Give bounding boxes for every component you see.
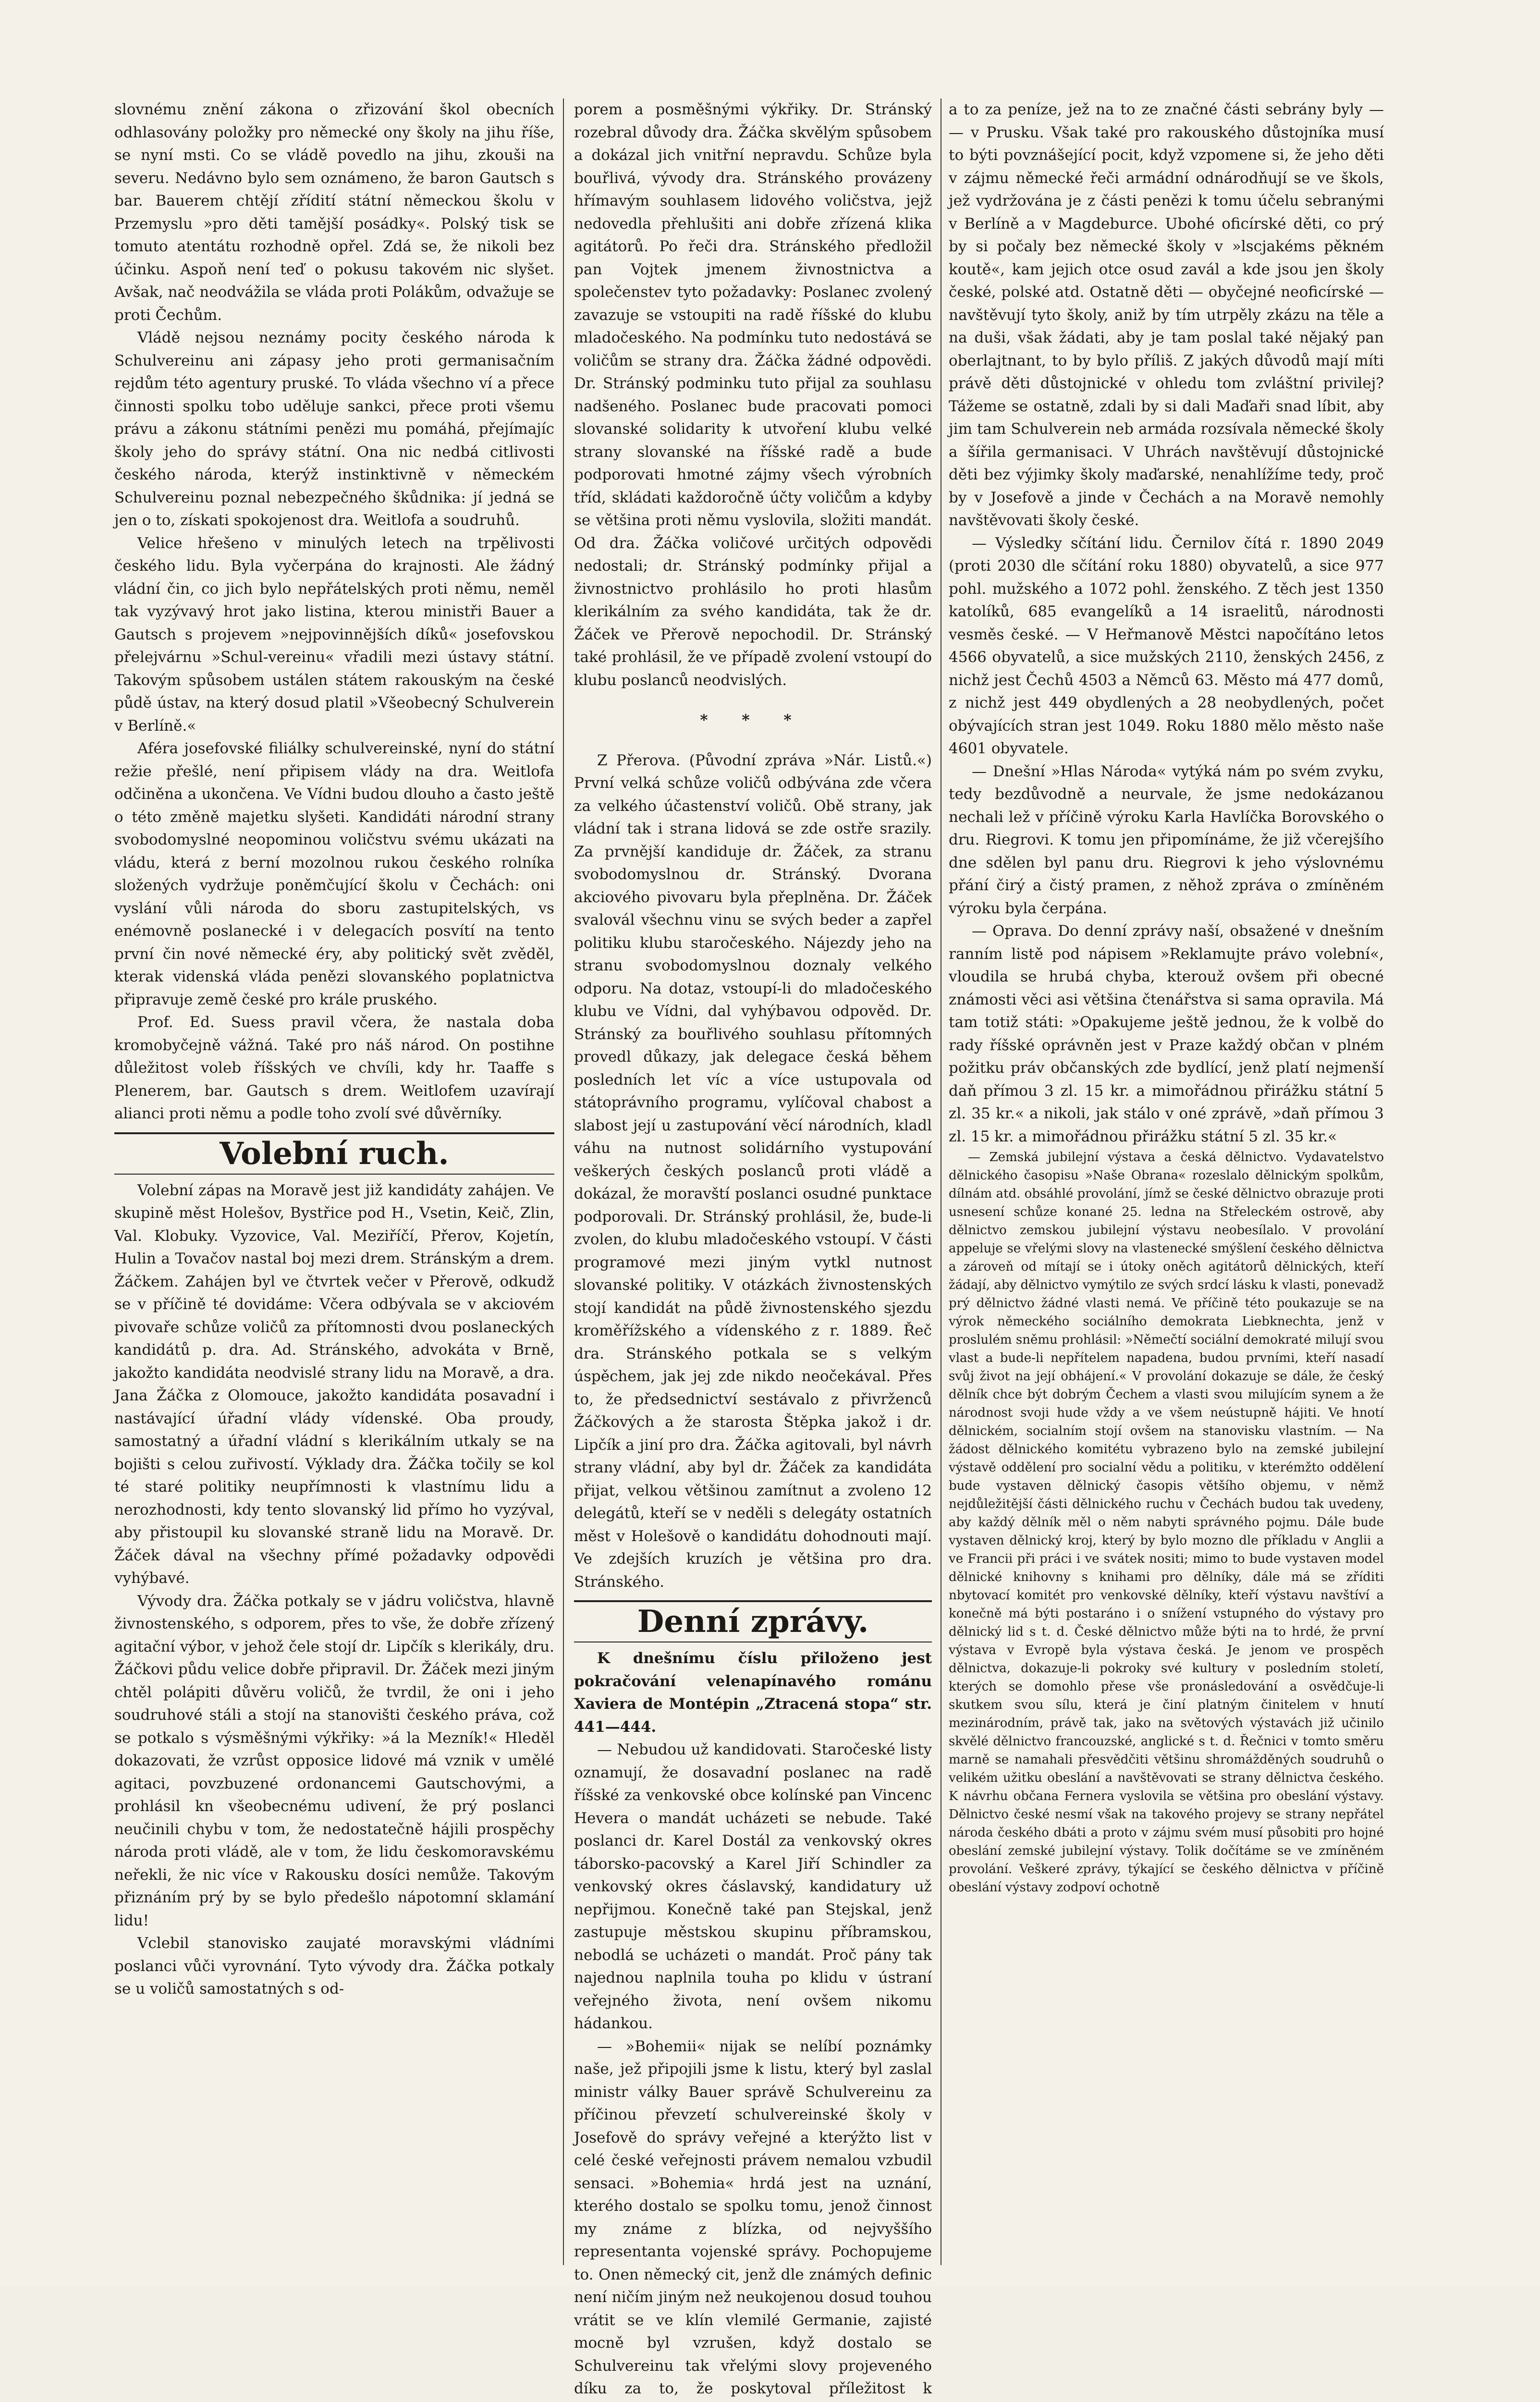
section-heading-volebni-ruch: Volební ruch. bbox=[114, 1132, 554, 1175]
paragraph: K dnešnímu číslu přiloženo jest pokračování velenapínavého románu Xaviera de Montépin „Ztracená stopa“ str. 441—444. bbox=[574, 1647, 932, 1739]
column-rule bbox=[563, 98, 564, 2265]
paragraph: — Zemská jubilejní výstava a česká dělnictvo. Vydavatelstvo dělnického časopisu »Naše Obrana« rozeslalo dělnickým spolkům, dílnám atd. obsáhlé provolání, jímž se české dělnictvo obrazuje proti usnesení schůze konané 25. ledna na Střeleckém ostrově, aby dělnictvo zemskou jubilejní výstavu neobesílalo. V provolání appeluje se vřelými slovy na vlastenecké smýšlení českého dělnictva a zároveň od mítají se i útoky oněch agitátorů dělnických, kteří žádají, aby dělnictvo vymýtilo ze svých srdcí lásku k vlasti, ponevadž prý dělnictvo žádné vlasti nemá. Ve příčině této poukazuje se na výrok německého sociálního demokrata Liebknechta, jenž v proslulém sněmu prohlásil: »Němečtí sociální demokraté milují svou vlast a bude-li nepřítelem napadena, budou prvními, kteří nasadí svůj život na její obhájení.« V provolání dokazuje se dále, že český dělník chce být dobrým Čechem a vlasti svou milujícím synem a že národnost svoji hude vždy a ve všem neústupně hájiti. Ve hnotí dělnickém, socialním stojí ovšem na stanovisku vlastním. — Na žádost dělnického komitétu vybrazeno bylo na zemské jubilejní výstavě oddělení pro socialní vědu a politiku, v kterémžto oddělení bude vystaven dělnický časopis většího objemu, v němž nejdůležitější části dělnického ruchu v Čechách budou tak uvedeny, aby každý dělník měl o něm nabyti správného pojmu. Dále bude vystaven dělnický kroj, který by bylo mozno dle příkladu v Anglii a ve Francii při práci i ve svátek nositi; mimo to bude vystaven model dělnické knihovny s knihami pro dělníky, dále má se zříditi nbytovací komitét pro venkovské dělníky, kteří výstavu navštíví a konečně má býti postaráno i o snížení vstupného do výstavy pro dělnický lid s t. d. České dělnictvo může býti na to hrdé, že první výstava v Evropě byla výstava česká. Je jenom ve prospěch dělnictva, dokazuje-li pokroky své kultury v posledním století, kterých se domohlo přese vše pronásledování a osvědčuje-li skutkem svou sílu, která je činí platným činitelem v hnutí mezinárodním, právě tak, jako na světových výstavách již učinilo skvělé dělnictvo francouzské, anglické s t. d. Řečnici v tomto směru marně se namahali přesvědčiti většinu shromážděných soudruhů o velikém užitku obeslání a navštěvovati se strany dělnictva českého. K návrhu občana Fernera vyslovila se většina pro obeslání výstavy. Dělnictvo české nesmí však na takového projevy se strany nepřátel národa českého dbáti a proto v zájmu svém musí působiti pro hojné obeslání zemské jubilejní výstavy. Tolik dočítáme se ve zmíněném provolání. Veškeré zprávy, týkající se českého dělnictva v příčině obeslání výstavy zodpoví ochotně bbox=[949, 1148, 1384, 1897]
paragraph: Vývody dra. Žáčka potkaly se v jádru voličstva, hlavně živnostenského, s odporem, přes to vše, že dobře zřízený agitační výbor, v jehož čele stojí dr. Lipčík s klerikály, dru. Žáčkovi půdu velice dobře připravil. Dr. Žáček mezi jiným chtěl polápiti důvěru voličů, že tvrdil, že oni i jeho soudruhové stáli a stojí na stanovišti českého práva, což se potkalo s výsměšnými výkřiky: »á la Mezník!« Hleděl dokazovati, že vzrůst opposice lidové má vznik v umělé agitaci, povzbuzené ordonancemi Gautschovými, a prohlásil kn všeobecnému udivení, že prý poslanci neučinili chybu v tom, že nedostatečně hájili prospěchy národa proti vládě, ale v tom, že lidu českomoravskému neřekli, že nic více v Rakousku dosíci nemůže. Takovým přiznáním prý by se bylo předešlo nápotomní sklamání lidu! bbox=[114, 1590, 554, 1933]
paragraph: Z Přerova. (Původní zpráva »Nár. Listů.«) První velká schůze voličů odbývána zde včera za velkého účastenství voličů. Obě strany, jak vládní tak i strana lidová se zde ostře srazily. Za prvnější kandiduje dr. Žáček, za stranu svobodomyslnou dr. Stránský. Dvorana akciového pivovaru byla přeplněna. Dr. Žáček svalovál všechnu vinu se svých beder a zapřel politiku klubu staročeského. Nájezdy jeho na stranu svobodomyslnou doznaly velkého odporu. Na dotaz, vstoupí-li do mladočeského klubu ve Vídni, dal vyhýbavou odpověd. Dr. Stránský za bouřlivého souhlasu přítomných provedl důkazy, jak delegace česká během posledních let víc a více ustupovala od státoprávního programu, vylíčoval chabost a slabost její u zastupování věcí národních, kladl váhu na nutnost solidárního vystupování veškerých českých poslanců proti vládě a dokázal, že moravští poslanci osudné punktace podporovali. Dr. Stránský prohlásil, že, bude-li zvolen, do klubu mladočeského vstoupí. V části programové mezi jiným vytkl nutnost slovanské politiky. V otázkách živnostenských stojí kandidát na půdě živnostenského sjezdu kroměřížského a vídenského z r. 1889. Řeč dra. Stránského potkala se s velkým úspěchem, jak jej zde nikdo neočekával. Přes to, že předsednictví sestávalo z přivrženců Žáčkových a že starosta Štěpka jakož i dr. Lipčík a jiní pro dra. Žáčka agitovali, byl návrh strany vládní, aby byl dr. Žáček za kandidáta přijat, velkou většinou zamítnut a zvoleno 12 delegátů, kteří se v neděli s delegáty ostatních měst v Holešově o kandidátu dohodnouti mají. Ve zdejších kruzích je většina pro dra. Stránského. bbox=[574, 749, 932, 1594]
paragraph: Velice hřešeno v minulých letech na trpělivosti českého lidu. Byla vyčerpána do krajnosti. Ale žádný vládní čin, co jich bylo nepřátelských proti němu, neměl tak vyzývavý hrot jako listina, kterou ministři Bauer a Gautsch s projevem »nejpovinnějších díků« josefovskou přelejvárnu »Schul-vereinu« vřadili mezi ústavy státní. Takovým spůsobem ustálen státem rakouským na české půdě ústav, na který dosud platil »Všeobecný Schulverein v Berlíně.« bbox=[114, 532, 554, 738]
paragraph: Prof. Ed. Suess pravil včera, že nastala doba kromobyčejně vážná. Také pro náš národ. On postihne důležitost voleb říšských ve chvíli, kdy hr. Taaffe s Plenerem, bar. Gautsch s drem. Weitlofem uzavírají alianci proti němu a podle toho zvolí své důvěrníky. bbox=[114, 1011, 554, 1126]
paragraph: porem a posměšnými výkřiky. Dr. Stránský rozebral důvody dra. Žáčka skvělým spůsobem a dokázal jich vnitřní nepravdu. Schůze byla bouřlivá, vývody dra. Stránského provázeny hřímavým souhlasem lidového voličstva, jejž nedovedla přehlušiti ani dobře zřízená klika agitátorů. Po řeči dra. Stránského předložil pan Vojtek jmenem živnostnictva a společenstev tyto požadavky: Poslanec zvolený zavazuje se vstoupiti na radě říšské do klubu mladočeského. Na podmínku tuto nedostává se voličům se strany dra. Žáčka žádné odpovědi. Dr. Stránský podminku tuto přijal za souhlasu nadšeného. Poslanec bude pracovati pomoci slovanské solidarity k utvoření klubu velké strany slovanské na říšské radě a bude podporovati hmotné zájmy všech výrobních tříd, skládati každoročně účty voličům a kdyby se většina proti němu vyslovila, složiti mandát. Od dra. Žáčka voličové určitých odpovědi nedostali; dr. Stránský podmínky přijal a živnostnictvo prohlásilo ho proti hlasům klerikálním za svého kandidáta, tak že dr. Žáček ve Přerově nepochodil. Dr. Stránský také prohlásil, že ve případě zvolení vstoupí do klubu poslanců neodvislých. bbox=[574, 98, 932, 692]
paragraph: — Dnešní »Hlas Národa« vytýká nám po svém zvyku, tedy bezdůvodně a neurvale, že jsme nedokázanou nechali lež v příčině výroku Karla Havlíčka Borovského o dru. Riegrovi. K tomu jen připomínáme, že již včerejšího dne sdělen byl panu dru. Riegrovi k jeho výslovnému přání čirý a čistý pramen, z něhož zpráva o zmíněném výroku byla čerpána. bbox=[949, 760, 1384, 920]
paragraph: a to za peníze, jež na to ze značné části sebrány byly — — v Prusku. Však také pro rakouského důstojníka musí to býti povznášející pocit, když vzpomene si, že jeho děti v zájmu německé řeči armádní odnárodňují se ve škols, jež vydržována je z části penězi k tomu účelu sebranými v Berlíně a v Magdeburce. Ubohé oficírské děti, co prý by si počaly bez německé školy v »lscjakéms pěkném koutě«, kam jejich otce osud zavál a kde jsou jen školy české, polské atd. Ostatně děti — obyčejné neoficírské — navštěvují tyto školy, aniž by tím utrpěly zkázu na těle a na duši, však žádati, aby je tam poslal také nějaký pan oberlajtnant, to by bylo příliš. Z jakých důvodů mají míti právě děti důstojnické v ohledu tom zvláštní privilej? Tážeme se ostatně, zdali by si dali Maďaři snad líbit, aby jim tam Schulverein neb armáda rozsívala německé školy a šířila germanisaci. V Uhrách navštěvují důstojnické děti bez výjimky školy maďarské, nenahlížíme tedy, proč by v Josefově a jinde v Čechách a na Moravě nemohly navštěvovati školy české. bbox=[949, 98, 1384, 532]
column-1 bbox=[114, 98, 554, 2270]
paragraph: Aféra josefovské filiálky schulvereinské, nyní do státní režie přešlé, není připisem vlády na dra. Weitlofa odčiněna a ukončena. Ve Vídni budou dlouho a často ještě o této změně majetku slyšeti. Kandidáti národní strany svobodomyslné neopominou voličstvu svému ukázati na vládu, která z berní mozolnou rukou českého rolníka složených vydržuje poněmčující školu v Čechách: oni vyslání vůli národa do sboru zastupitelských, vs enémovně poslanecké i v delegacích posvítí na tento první čin nové německé éry, aby politický svět zvěděl, kterak videnská vláda penězi slovanského poplatnictva připravuje země české pro krále pruského. bbox=[114, 737, 554, 1011]
paragraph: Vclebil stanovisko zaujaté moravskými vládními poslanci vůči vyrovnání. Tyto vývody dra. Žáčka potkaly se u voličů samostatných s od- bbox=[114, 1932, 554, 2001]
paragraph: — Oprava. Do denní zprávy naší, obsažené v dnešním ranním listě pod nápisem »Reklamujte právo volební«, vloudila se hrubá chyba, kterouž ovšem při obecné známosti věci asi většina čtenářstva si sama opravila. Má tam totiž státi: »Opakujeme ještě jednou, že k volbě do rady říšské oprávněn jest v Praze každý občan v plném požitku práv občanských zde bydlící, jenž platí nejmenší daň přímou 3 zl. 15 kr. a mimořádnou přirážku státní 5 zl. 35 kr.« a nikoli, jak stálo v oné zprávě, »daň přímou 3 zl. 15 kr. a mimořádnou přirážku státní 5 zl. 35 kr.« bbox=[949, 920, 1384, 1148]
section-heading-denni-zpravy: Denní zprávy. bbox=[574, 1600, 932, 1642]
paragraph: — Výsledky sčítání lidu. Černilov čítá r. 1890 2049 (proti 2030 dle sčítání roku 1880) obyvatelů, a sice 977 pohl. mužského a 1072 pohl. ženského. Z těch jest 1350 katolíků, 685 evangelíků a 14 israelitů, národnosti vesměs české. — V Heřmanově Městci napočítáno letos 4566 obyvatelů, a sice mužských 2110, ženských 2456, z nichž jest Čechů 4503 a Němců 63. Město má 477 domů, z nichž jest 449 obydlených a 28 neobydlených, počet obývajících stran jest 1049. Roku 1880 mělo město naše 4601 obyvatele. bbox=[949, 532, 1384, 760]
paragraph: — »Bohemii« nijak se nelíbí poznámky naše, jež připojili jsme k listu, který byl zaslal ministr války Bauer správě Schulvereinu za příčinou převzetí schulvereinské školy v Josefově do správy veřejné a kterýžto list v celé české veřejnosti právem nemalou vzbudil sensaci. »Bohemia« hrdá jest na uznání, kterého dostalo se spolku tomu, jenož činnost my známe z blízka, od nejvyššího representanta vojenské správy. Pochopujeme to. Onen německý cit, jenž dle známých definic není ničím jiným než neukojenou dosud touhou vrátit se ve klín vlemilé Germanie, zajisté mocně byl vzrušen, když dostalo se Schulvereinu tak vřelými slovy projeveného díku za to, že poskytoval příležitost k bbox=[574, 2035, 932, 2402]
column-2 bbox=[574, 98, 932, 2270]
paragraph: slovnému znění zákona o zřizování škol obecních odhlasovány položky pro německé ony školy na jihu říše, se nyní msti. Co se vládě povedlo na jihu, zkouši na severu. Nedávno bylo sem oznámeno, že baron Gautsch s bar. Bauerem chtějí zřídití státní německou školu v Przemyslu »pro děti tamější posádky«. Polský tisk se tomuto atentátu rozhodně opřel. Zdá se, že nikoli bez účinku. Aspoň není teď o pokusu takovém nic slyšet. Avšak, nač neodvážila se vláda proti Polákům, odvažuje se proti Čechům. bbox=[114, 98, 554, 327]
star-divider: * * * bbox=[574, 709, 932, 732]
paragraph: Vládě nejsou neznámy pocity českého národa k Schulvereinu ani zápasy jeho proti germanisačním rejdům této agentury pruské. To vláda všechno ví a přece činnosti spolku tobo uděluje sankci, přece proti všemu právu a zákonu státními penězi mu pomáhá, přejímajíc školy jeho do správy státní. Ona nic nedbá citlivosti českého národa, kterýž instinktivně v německém Schulvereinu poznal nebezpečného škůdnika: jí jedná se jen o to, získati spokojenost dra. Weitlofa a soudruhů. bbox=[114, 327, 554, 532]
paragraph: Volební zápas na Moravě jest již kandidáty zahájen. Ve skupině měst Holešov, Bystřice pod H., Vsetin, Keič, Zlin, Val. Klobuky. Vyzovice, Val. Meziříčí, Přerov, Kojetín, Hulin a Tovačov nastal boj mezi drem. Stránským a drem. Žáčkem. Zahájen byl ve čtvrtek večer v Přerově, odkudž se v příčině té dovidáme: Včera odbývala se v akciovém pivovaře schůze voličů za přítomnosti dvou poslaneckých kandidátů p. dra. Ad. Stránského, advokáta v Brně, jakožto kandidáta neodvislé strany lidu na Moravě, a dra. Jana Žáčka z Olomouce, jakožto kandidáta posavadní i nastávající úřadní vlády vídenské. Oba proudy, samostatný a úřadní vládní s klerikálním utkaly se na bojišti s celou zuřivostí. Výklady dra. Žáčka točily se kol té staré politiky neupřímnosti k vlastnímu lidu a nerozhodnosti, kdy tento slovanský lid přímo ho vyzýval, aby přistoupil ku slovanské straně lidu na Moravě. Dr. Žáček dával na všechny přímé požadavky odpovědi vyhýbavé. bbox=[114, 1179, 554, 1590]
paragraph: — Nebudou už kandidovati. Staročeské listy oznamují, že dosavadní poslanec na radě říšské za venkovské obce kolínské pan Vincenc Hevera o mandát ucházeti se nebude. Také poslanci dr. Karel Dostál za venkovský okres táborsko-pacovský a Karel Jiří Schindler za venkovský okres čáslavský, kandidatury už nepřijmou. Konečně také pan Stejskal, jenž zastupuje městskou skupinu příbramskou, nebodlá se ucházeti o mandát. Proč pány tak najednou naplnila touha po klidu v ústraní veřejného života, není ovšem nikomu hádankou. bbox=[574, 1739, 932, 2035]
column-3 bbox=[949, 98, 1384, 2270]
small-print-block bbox=[949, 1148, 1384, 1897]
